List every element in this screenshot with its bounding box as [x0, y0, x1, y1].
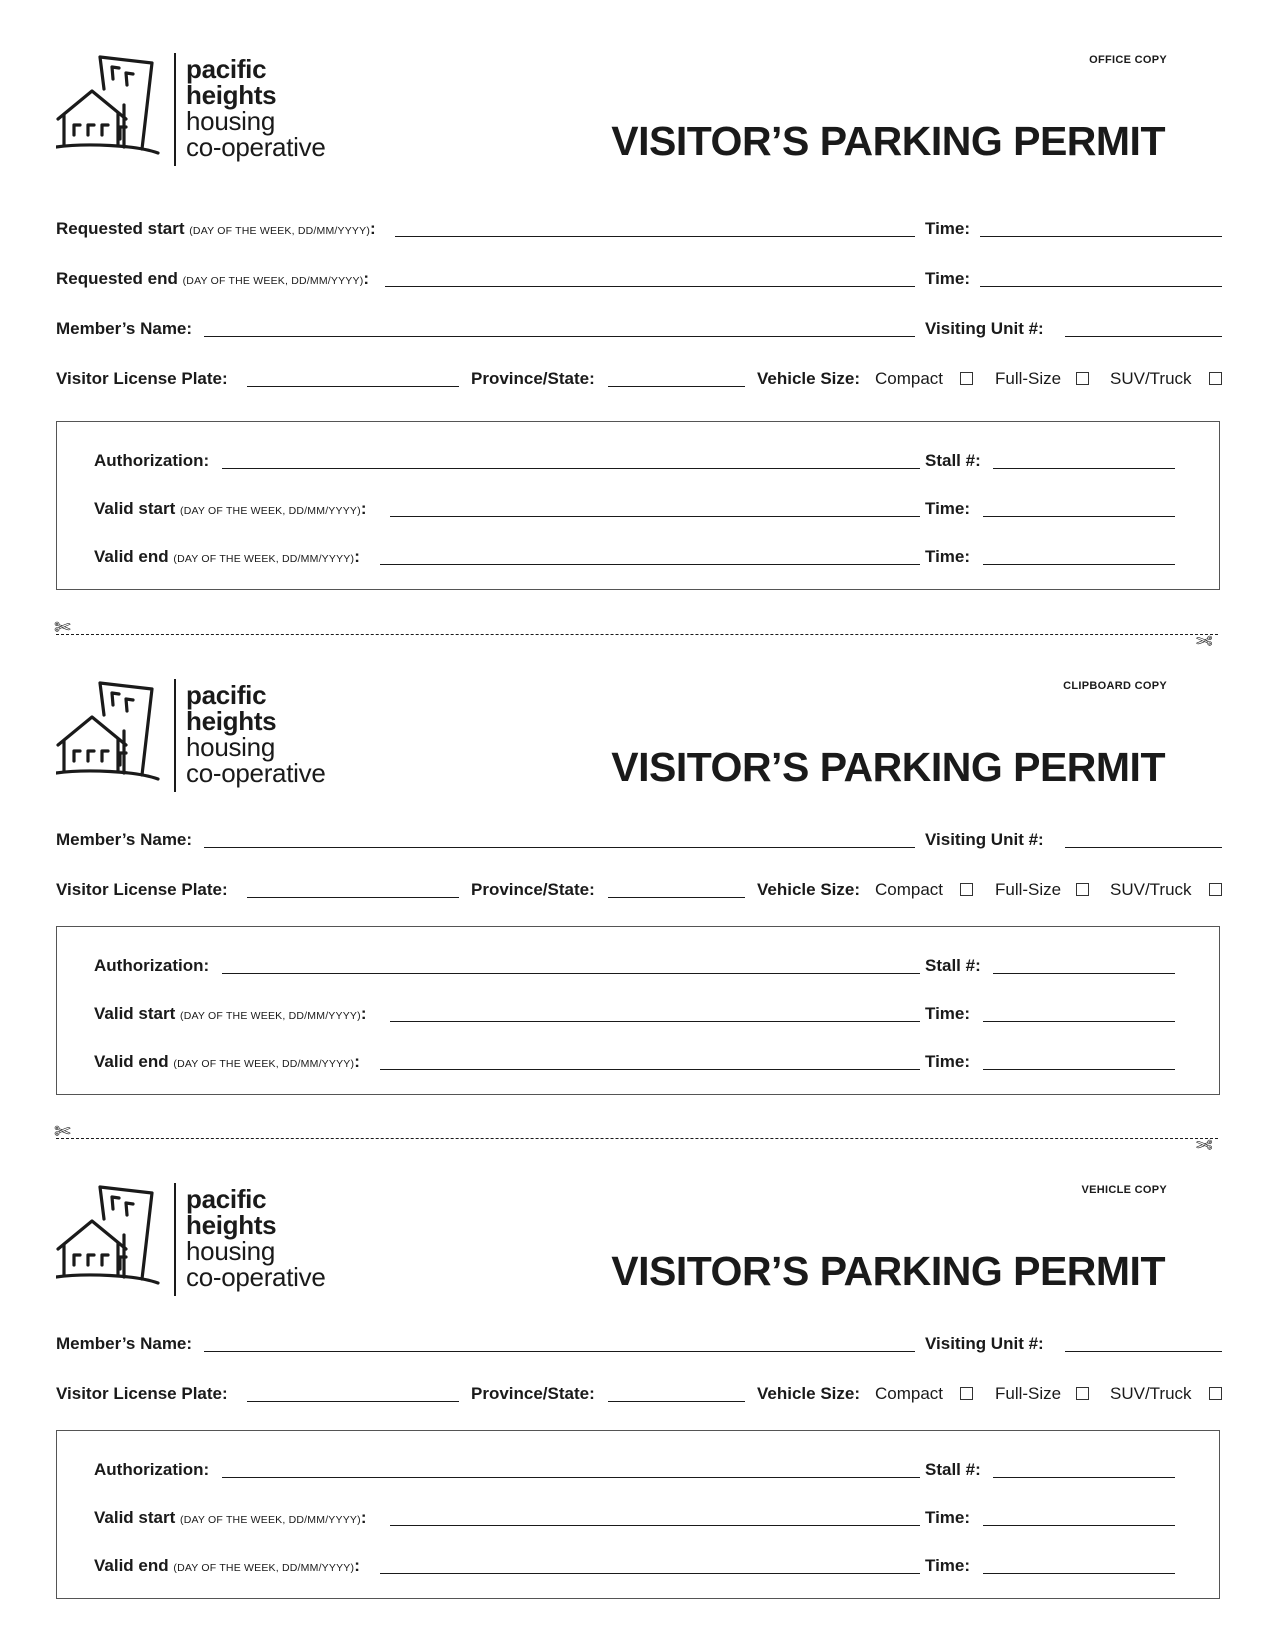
org-name-line-3: housing [186, 1236, 275, 1266]
org-name-line-3: housing [186, 732, 275, 762]
vehicle-size-suv-label: SUV/Truck [1110, 369, 1192, 388]
license-plate-field[interactable] [247, 897, 459, 898]
province-state-field[interactable] [608, 386, 745, 387]
requested-end-field[interactable] [385, 286, 915, 287]
vehicle-size-suv-label: SUV/Truck [1110, 880, 1192, 899]
license-plate-label: Visitor License Plate: [56, 369, 228, 388]
org-name-line-4: co-operative [186, 132, 326, 162]
vehicle-size-suv-label: SUV/Truck [1110, 1384, 1192, 1403]
page-title: VISITOR’S PARKING PERMIT [611, 118, 1165, 164]
valid-start-time-label: Time: [925, 499, 971, 518]
vehicle-size-compact-label: Compact [875, 369, 944, 388]
logo-divider [174, 1183, 176, 1296]
vehicle-size-fullsize-label: Full-Size [995, 880, 1062, 899]
requested-start-time-field[interactable] [980, 236, 1222, 237]
copy-label: VEHICLE COPY [1081, 1184, 1167, 1196]
vehicle-size-fullsize-checkbox[interactable] [1076, 1387, 1089, 1400]
requested-end-time-label: Time: [925, 269, 971, 288]
valid-end-field[interactable] [380, 564, 920, 565]
cut-line [56, 1138, 1218, 1139]
vehicle-size-compact-checkbox[interactable] [960, 1387, 973, 1400]
scissors-icon: ✄ [54, 617, 71, 639]
visiting-unit-field[interactable] [1065, 336, 1222, 337]
requested-end-label: Requested end (DAY OF THE WEEK, DD/MM/YYYY): [56, 269, 370, 288]
valid-end-label: Valid end (DAY OF THE WEEK, DD/MM/YYYY): [94, 1556, 360, 1575]
building-house-logo-icon [56, 1183, 174, 1298]
members-name-field[interactable] [204, 847, 915, 848]
stall-field[interactable] [993, 1477, 1175, 1478]
valid-start-time-field[interactable] [983, 1021, 1175, 1022]
vehicle-size-fullsize-label: Full-Size [995, 1384, 1062, 1403]
license-plate-field[interactable] [247, 386, 459, 387]
vehicle-size-compact-label: Compact [875, 880, 944, 899]
visiting-unit-label: Visiting Unit #: [925, 319, 1044, 338]
valid-end-time-field[interactable] [983, 564, 1175, 565]
province-state-field[interactable] [608, 897, 745, 898]
scissors-icon: ✄ [1196, 631, 1213, 653]
stall-label: Stall #: [925, 956, 981, 975]
org-logo [56, 1183, 356, 1298]
vehicle-size-label: Vehicle Size: [757, 369, 860, 388]
valid-start-time-label: Time: [925, 1508, 971, 1527]
members-name-label: Member’s Name: [56, 1334, 193, 1353]
requested-start-field[interactable] [395, 236, 915, 237]
visiting-unit-label: Visiting Unit #: [925, 1334, 1044, 1353]
page-title: VISITOR’S PARKING PERMIT [611, 1248, 1165, 1294]
valid-start-field[interactable] [390, 1021, 920, 1022]
org-logo [56, 53, 356, 168]
page-title: VISITOR’S PARKING PERMIT [611, 744, 1165, 790]
valid-end-label: Valid end (DAY OF THE WEEK, DD/MM/YYYY): [94, 547, 360, 566]
visiting-unit-field[interactable] [1065, 1351, 1222, 1352]
org-name-line-2: heights [186, 80, 277, 110]
org-name-line-4: co-operative [186, 1262, 326, 1292]
authorization-label: Authorization: [94, 1460, 210, 1479]
members-name-label: Member’s Name: [56, 319, 193, 338]
scissors-icon: ✄ [1196, 1135, 1213, 1157]
authorization-field[interactable] [222, 468, 920, 469]
stall-label: Stall #: [925, 1460, 981, 1479]
license-plate-field[interactable] [247, 1401, 459, 1402]
valid-end-time-field[interactable] [983, 1069, 1175, 1070]
province-state-label: Province/State: [471, 880, 595, 899]
building-house-logo-icon [56, 53, 174, 168]
valid-end-time-label: Time: [925, 547, 971, 566]
authorization-label: Authorization: [94, 451, 210, 470]
province-state-field[interactable] [608, 1401, 745, 1402]
vehicle-size-label: Vehicle Size: [757, 880, 860, 899]
visiting-unit-label: Visiting Unit #: [925, 830, 1044, 849]
vehicle-size-suv-checkbox[interactable] [1209, 372, 1222, 385]
scissors-icon: ✄ [54, 1121, 71, 1143]
valid-start-field[interactable] [390, 516, 920, 517]
requested-start-time-label: Time: [925, 219, 971, 238]
org-name [186, 1186, 325, 1290]
valid-start-field[interactable] [390, 1525, 920, 1526]
stall-field[interactable] [993, 973, 1175, 974]
vehicle-size-suv-checkbox[interactable] [1209, 1387, 1222, 1400]
vehicle-size-fullsize-checkbox[interactable] [1076, 372, 1089, 385]
province-state-label: Province/State: [471, 1384, 595, 1403]
valid-start-time-field[interactable] [983, 1525, 1175, 1526]
valid-start-label: Valid start (DAY OF THE WEEK, DD/MM/YYYY): [94, 499, 367, 518]
stall-field[interactable] [993, 468, 1175, 469]
copy-label: CLIPBOARD COPY [1063, 680, 1167, 692]
org-name-line-1: pacific [186, 1184, 267, 1214]
authorization-field[interactable] [222, 1477, 920, 1478]
org-name-line-2: heights [186, 706, 277, 736]
vehicle-size-fullsize-label: Full-Size [995, 369, 1062, 388]
logo-divider [174, 679, 176, 792]
org-name-line-4: co-operative [186, 758, 326, 788]
valid-end-label: Valid end (DAY OF THE WEEK, DD/MM/YYYY): [94, 1052, 360, 1071]
authorization-field[interactable] [222, 973, 920, 974]
org-name [186, 682, 325, 786]
valid-start-time-label: Time: [925, 1004, 971, 1023]
vehicle-size-label: Vehicle Size: [757, 1384, 860, 1403]
requested-start-label: Requested start (DAY OF THE WEEK, DD/MM/YYYY): [56, 219, 376, 238]
province-state-label: Province/State: [471, 369, 595, 388]
org-name-line-1: pacific [186, 54, 267, 84]
vehicle-size-compact-checkbox[interactable] [960, 883, 973, 896]
valid-start-time-field[interactable] [983, 516, 1175, 517]
requested-end-time-field[interactable] [980, 286, 1222, 287]
valid-end-field[interactable] [380, 1069, 920, 1070]
org-name-line-3: housing [186, 106, 275, 136]
license-plate-label: Visitor License Plate: [56, 880, 228, 899]
valid-start-label: Valid start (DAY OF THE WEEK, DD/MM/YYYY): [94, 1004, 367, 1023]
logo-divider [174, 53, 176, 166]
org-name-line-2: heights [186, 1210, 277, 1240]
vehicle-size-compact-label: Compact [875, 1384, 944, 1403]
authorization-label: Authorization: [94, 956, 210, 975]
valid-end-time-label: Time: [925, 1556, 971, 1575]
building-house-logo-icon [56, 679, 174, 794]
valid-end-time-field[interactable] [983, 1573, 1175, 1574]
vehicle-size-compact-checkbox[interactable] [960, 372, 973, 385]
vehicle-size-suv-checkbox[interactable] [1209, 883, 1222, 896]
members-name-field[interactable] [204, 336, 915, 337]
valid-end-time-label: Time: [925, 1052, 971, 1071]
org-name [186, 56, 325, 160]
members-name-label: Member’s Name: [56, 830, 193, 849]
cut-line [56, 634, 1218, 635]
stall-label: Stall #: [925, 451, 981, 470]
org-logo [56, 679, 356, 794]
valid-end-field[interactable] [380, 1573, 920, 1574]
visiting-unit-field[interactable] [1065, 847, 1222, 848]
vehicle-size-fullsize-checkbox[interactable] [1076, 883, 1089, 896]
copy-label: OFFICE COPY [1089, 54, 1167, 66]
org-name-line-1: pacific [186, 680, 267, 710]
valid-start-label: Valid start (DAY OF THE WEEK, DD/MM/YYYY): [94, 1508, 367, 1527]
members-name-field[interactable] [204, 1351, 915, 1352]
license-plate-label: Visitor License Plate: [56, 1384, 228, 1403]
